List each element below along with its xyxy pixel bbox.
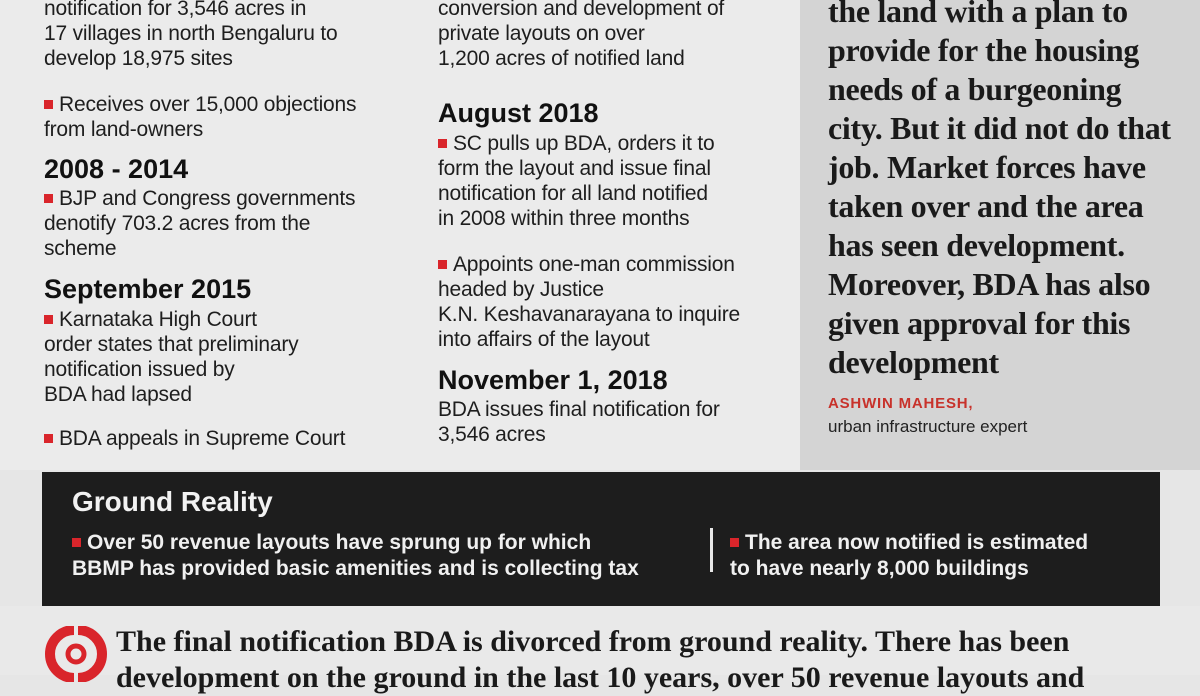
item-line: Appoints one-man commission bbox=[453, 253, 735, 276]
ground-reality-item-buildings bbox=[730, 530, 1088, 582]
item-line: order states that preliminary bbox=[44, 333, 299, 356]
timeline-heading-nov-2018: November 1, 2018 bbox=[438, 365, 668, 395]
item-line: develop 18,975 sites bbox=[44, 47, 233, 70]
ground-reality-title: Ground Reality bbox=[72, 486, 273, 517]
timeline-item-appeal bbox=[44, 426, 345, 451]
quote-line: job. Market forces have bbox=[828, 149, 1146, 185]
quote-line: taken over and the area bbox=[828, 188, 1144, 224]
item-line: Over 50 revenue layouts have sprung up for which bbox=[87, 531, 592, 554]
item-line: BDA issues final notification for bbox=[438, 398, 720, 421]
item-line: notification for 3,546 acres in bbox=[44, 0, 307, 20]
quote-line: needs of a burgeoning bbox=[828, 71, 1122, 107]
quote-mark-icon bbox=[44, 626, 108, 682]
timeline-item-conversion bbox=[438, 0, 724, 71]
timeline-item-sc-order bbox=[438, 131, 714, 231]
quote-line: development bbox=[828, 344, 999, 380]
bullet-square-icon bbox=[730, 538, 739, 547]
item-line: scheme bbox=[44, 237, 117, 260]
statement-line: The final notification BDA is divorced from ground reality. There has been bbox=[116, 625, 1070, 658]
item-line: headed by Justice bbox=[438, 278, 604, 301]
divider bbox=[710, 528, 713, 572]
item-line: conversion and development of bbox=[438, 0, 725, 20]
bullet-square-icon bbox=[438, 260, 447, 269]
quote-line: city. But it did not do that bbox=[828, 110, 1171, 146]
item-line: private layouts on over bbox=[438, 22, 645, 45]
item-line: BBMP has provided basic amenities and is collecting tax bbox=[72, 557, 639, 580]
quote-line: the land with a plan to bbox=[828, 0, 1128, 29]
timeline-item-high-court bbox=[44, 307, 298, 407]
item-line: BDA appeals in Supreme Court bbox=[59, 427, 346, 450]
timeline-item-denotify bbox=[44, 186, 355, 261]
item-line: BJP and Congress governments bbox=[59, 187, 356, 210]
bullet-square-icon bbox=[438, 139, 447, 148]
timeline-heading-2015: September 2015 bbox=[44, 274, 252, 304]
bullet-square-icon bbox=[44, 100, 53, 109]
item-line: Karnataka High Court bbox=[59, 308, 257, 331]
item-line: Receives over 15,000 objections bbox=[59, 93, 357, 116]
item-line: in 2008 within three months bbox=[438, 207, 690, 230]
timeline-item-final-notification bbox=[438, 397, 720, 447]
quote-line: has seen development. bbox=[828, 227, 1125, 263]
item-line: into affairs of the layout bbox=[438, 328, 650, 351]
item-line: notification issued by bbox=[44, 358, 235, 381]
item-line: The area now notified is estimated bbox=[745, 531, 1089, 554]
item-line: K.N. Keshavanarayana to inquire bbox=[438, 303, 740, 326]
item-line: from land-owners bbox=[44, 118, 204, 141]
bullet-square-icon bbox=[44, 194, 53, 203]
item-line: denotify 703.2 acres from the bbox=[44, 212, 311, 235]
item-line: BDA had lapsed bbox=[44, 383, 192, 406]
item-line: to have nearly 8,000 buildings bbox=[730, 557, 1029, 580]
bottom-statement bbox=[0, 606, 1200, 694]
timeline-item-objections bbox=[44, 92, 356, 142]
item-line: 17 villages in north Bengaluru to bbox=[44, 22, 338, 45]
quote-attribution-name: ASHWIN MAHESH, bbox=[828, 395, 974, 412]
bullet-square-icon bbox=[44, 315, 53, 324]
timeline-item-commission bbox=[438, 252, 740, 352]
quote-line: Moreover, BDA has also bbox=[828, 266, 1151, 302]
timeline-heading-aug-2018: August 2018 bbox=[438, 98, 599, 128]
item-line: 3,546 acres bbox=[438, 423, 546, 446]
item-line: form the layout and issue final bbox=[438, 157, 711, 180]
item-line: notification for all land notified bbox=[438, 182, 708, 205]
ground-reality-box bbox=[42, 472, 1160, 606]
bullet-square-icon bbox=[44, 434, 53, 443]
bottom-statement-text bbox=[116, 624, 1196, 696]
item-line: SC pulls up BDA, orders it to bbox=[453, 132, 715, 155]
bullet-square-icon bbox=[72, 538, 81, 547]
timeline-item-preliminary bbox=[44, 0, 337, 71]
quote-text bbox=[828, 0, 1188, 382]
quote-line: given approval for this bbox=[828, 305, 1131, 341]
timeline-heading-2008: 2008 - 2014 bbox=[44, 154, 189, 184]
statement-line: development on the ground in the last 10 years, over 50 revenue layouts and bbox=[116, 661, 1085, 694]
quote-attribution-role: urban infrastructure expert bbox=[828, 417, 1028, 436]
quote-line: provide for the housing bbox=[828, 32, 1140, 68]
item-line: 1,200 acres of notified land bbox=[438, 47, 685, 70]
ground-reality-item-layouts bbox=[72, 530, 639, 582]
